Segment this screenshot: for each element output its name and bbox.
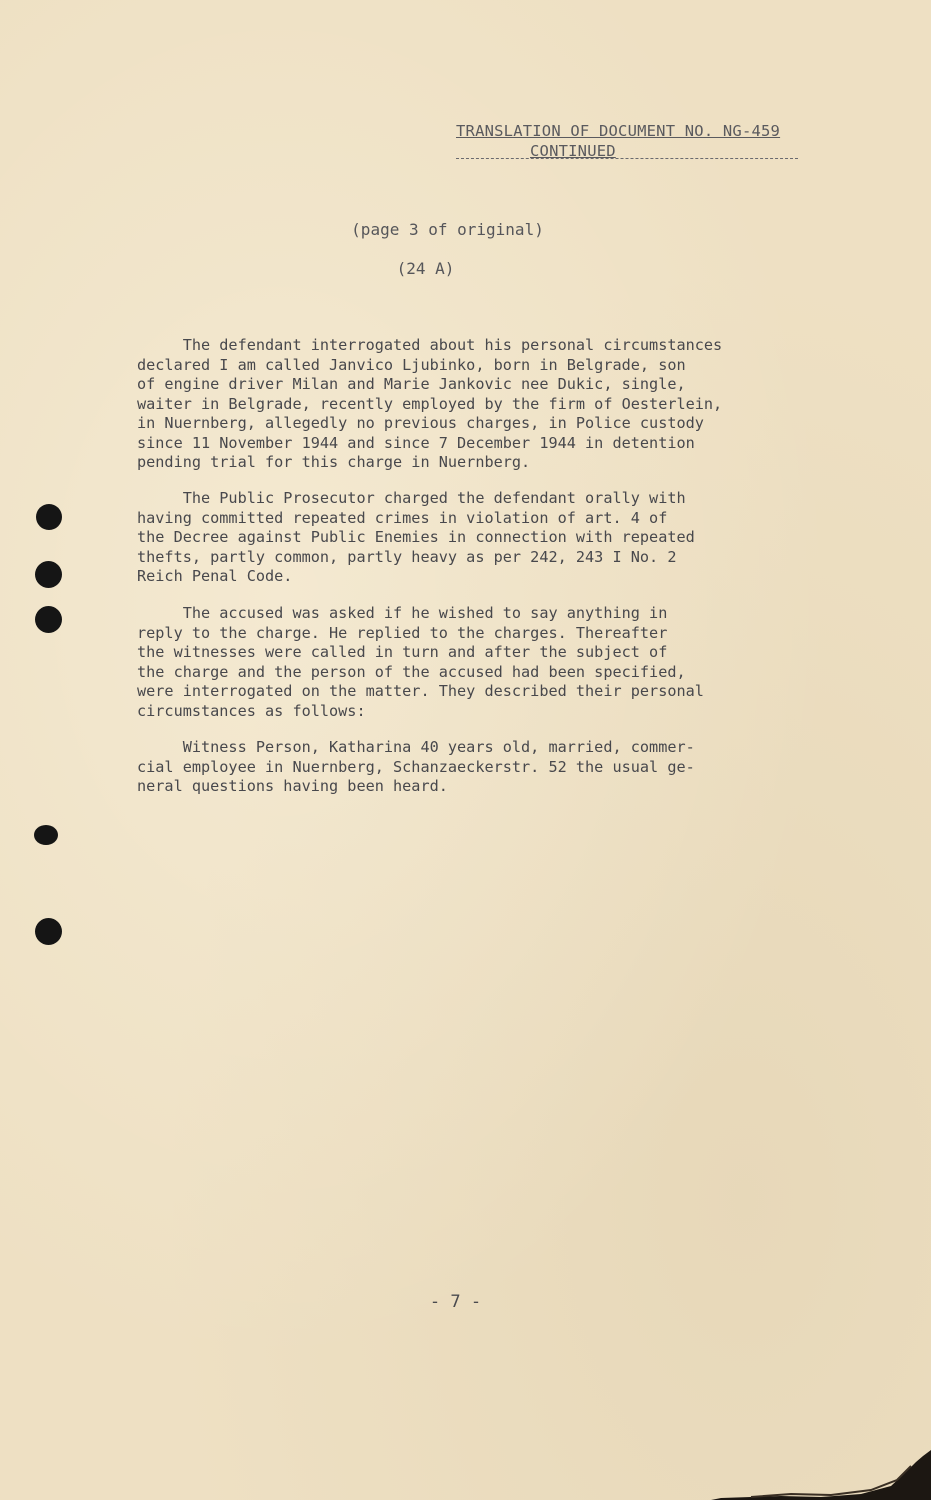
header-continued: CONTINUED bbox=[530, 142, 616, 160]
page-reference: (page 3 of original) bbox=[351, 220, 544, 239]
punch-hole bbox=[34, 825, 58, 845]
paragraph-accused-reply: The accused was asked if he wished to say anything in reply to the charge. He replied to the charges. Thereafter the witnesses were called in turn and after the subject of the charge and the person of the accused had been specified, were interrogated on the matter. They described their personal circumstances as follows: bbox=[137, 604, 704, 720]
header-title: TRANSLATION OF DOCUMENT NO. NG-459 bbox=[456, 122, 781, 140]
page-number bbox=[0, 1292, 931, 1312]
torn-corner bbox=[711, 1450, 931, 1500]
page-subreference: (24 A) bbox=[396, 259, 455, 278]
paragraph-defendant-statement: The defendant interrogated about his personal circumstances declared I am called Janvico Ljubinko, born in Belgrade, son of engine driver Milan and Marie Jankovic nee Dukic, single, waiter in Belgrade, recently employed by the firm of Oesterlein, in Nuernberg, allegedly no previous charges, in Police custody since 11 November 1944 and since 7 December 1944 in detention pending trial for this charge in Nuernberg. bbox=[137, 336, 723, 471]
punch-hole bbox=[36, 504, 62, 530]
header-divider bbox=[456, 158, 798, 159]
punch-hole bbox=[35, 918, 62, 945]
page-number-text: - 7 - bbox=[429, 1292, 482, 1312]
punch-hole bbox=[35, 606, 62, 633]
document-header bbox=[456, 121, 798, 161]
paragraph-prosecutor-charge: The Public Prosecutor charged the defendant orally with having committed repeated crimes in violation of art. 4 of the Decree against Public Enemies in connection with repeated thefts, partly common, partly heavy as per 242, 243 I No. 2 Reich Penal Code. bbox=[137, 489, 695, 585]
paragraph-witness: Witness Person, Katharina 40 years old, married, commer- cial employee in Nuernberg, Schanzaeckerstr. 52 the usual ge- neral questions having been heard. bbox=[137, 738, 695, 795]
punch-hole bbox=[35, 561, 62, 588]
